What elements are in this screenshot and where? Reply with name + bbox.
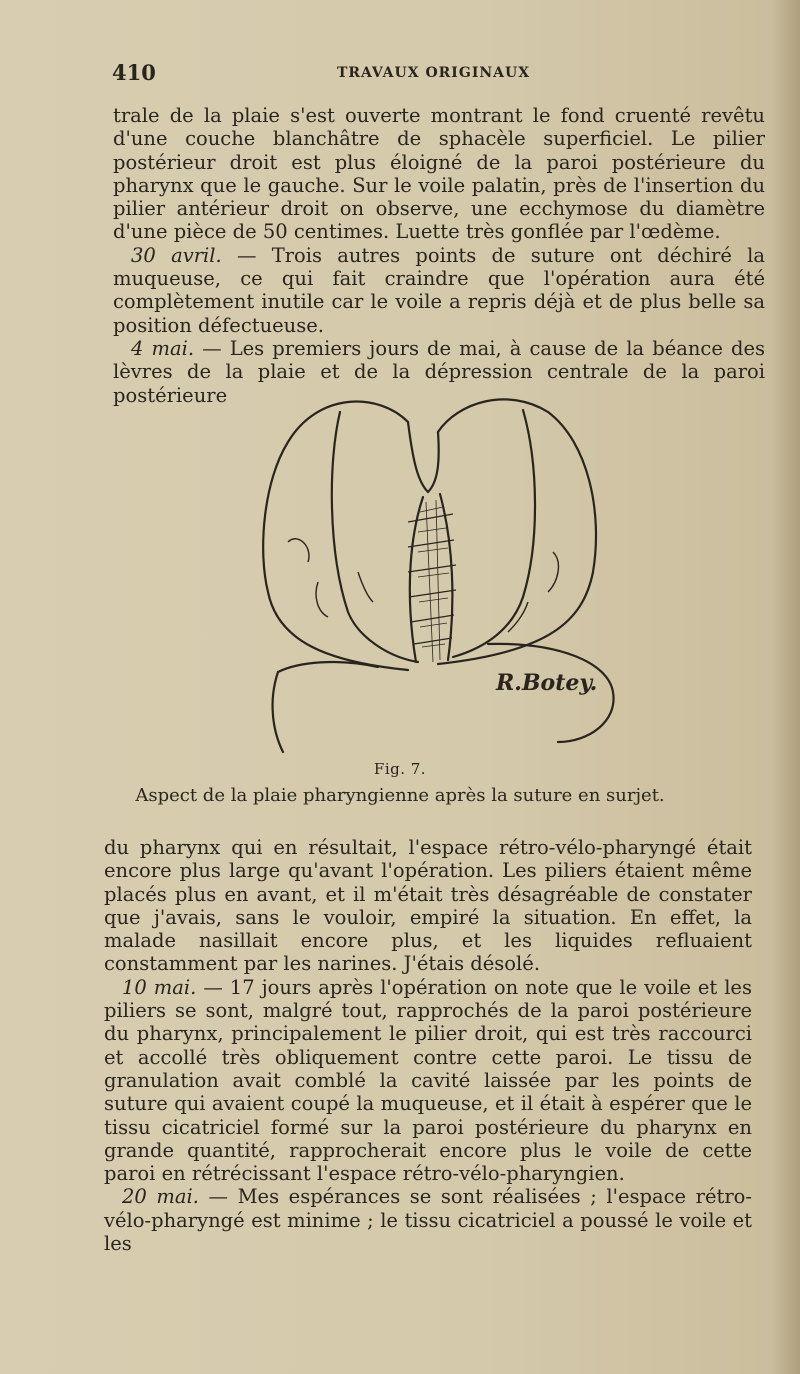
- tonsil-shading: [288, 539, 558, 632]
- tongue-outline: [273, 672, 283, 752]
- pharynx-drawing: [258, 382, 618, 754]
- date-entry: 30 avril.: [131, 243, 222, 267]
- figure-label: Fig. 7.: [373, 760, 427, 778]
- artist-signature: R.Botey.: [496, 670, 598, 696]
- paragraph: trale de la plaie s'est ouverte montrant le fond cruenté revêtu d'une couche blanchâtre de sphacèle superficiel. Le pilier postérieur droit est plus éloigné de la paroi postérieure du pharynx que le gauche. Sur le voile palatin, près de l'insertion du pilier antérieur droit on observe, une ecchymose du diamètre d'une pièce de 50 centimes. Luette très gonflée par l'œdème.: [113, 104, 765, 244]
- lower-text-block: [104, 836, 752, 1255]
- paragraph: 30 avril. — Trois autres points de suture ont déchiré la muqueuse, ce qui fait craindre que l'opération aura été complètement inutile car le voile a repris déjà et de plus belle sa position défectueuse.: [113, 243, 765, 337]
- right-pillar: [453, 410, 535, 657]
- left-pillar: [332, 412, 418, 662]
- page-edge-shadow: [770, 0, 800, 1374]
- date-entry: 10 mai.: [122, 975, 197, 999]
- figure-caption: Aspect de la plaie pharyngienne après la suture en surjet.: [135, 785, 665, 806]
- figure-illustration: [258, 382, 618, 754]
- upper-text-block: [113, 104, 765, 407]
- paragraph: 4 mai. — Les premiers jours de mai, à cause de la béance des lèvres de la plaie et de la dépression centrale de la paroi postérieure: [113, 336, 765, 407]
- page-header: [112, 60, 762, 90]
- velum-outline: [438, 399, 596, 664]
- running-head: TRAVAUX ORIGINAUX: [337, 65, 531, 81]
- wound-edge: [440, 494, 452, 660]
- uvula-outline: [408, 422, 439, 492]
- date-entry: 20 mai.: [122, 1185, 199, 1209]
- wound-hatching: [418, 500, 449, 662]
- paragraph: du pharynx qui en résultait, l'espace rétro-vélo-pharyngé était encore plus large qu'avant l'opération. Les piliers étaient même placés plus en avant, et il m'était très désagréable de constater que j'avais, sans le vouloir, empiré la situation. En effet, la malade nasillait encore plus, et les liquides refluaient constamment par les narines. J'étais désolé.: [104, 836, 752, 976]
- tongue-outline: [278, 662, 378, 672]
- page-number: 410: [112, 60, 156, 85]
- paragraph: 10 mai. — 17 jours après l'opération on note que le voile et les piliers se sont, malgré tout, rapprochés de la paroi postérieure du pharynx, principalement le pilier droit, qui est très raccourci et accollé très obliquement contre cette paroi. Le tissu de granulation avait comblé la cavité laissée par les points de suture qui avaient coupé la muqueuse, et il était à espérer que le tissu cicatriciel formé sur la paroi postérieure du pharynx en grande quantité, rapprocherait encore plus le voile de cette paroi en rétrécissant l'espace rétro-vélo-pharyngien.: [104, 975, 752, 1186]
- date-entry: 4 mai.: [131, 336, 195, 360]
- paragraph: 20 mai. — Mes espérances se sont réalisées ; l'espace rétro-vélo-pharyngé est minime ; le tissu cicatriciel a poussé le voile et les: [104, 1185, 752, 1256]
